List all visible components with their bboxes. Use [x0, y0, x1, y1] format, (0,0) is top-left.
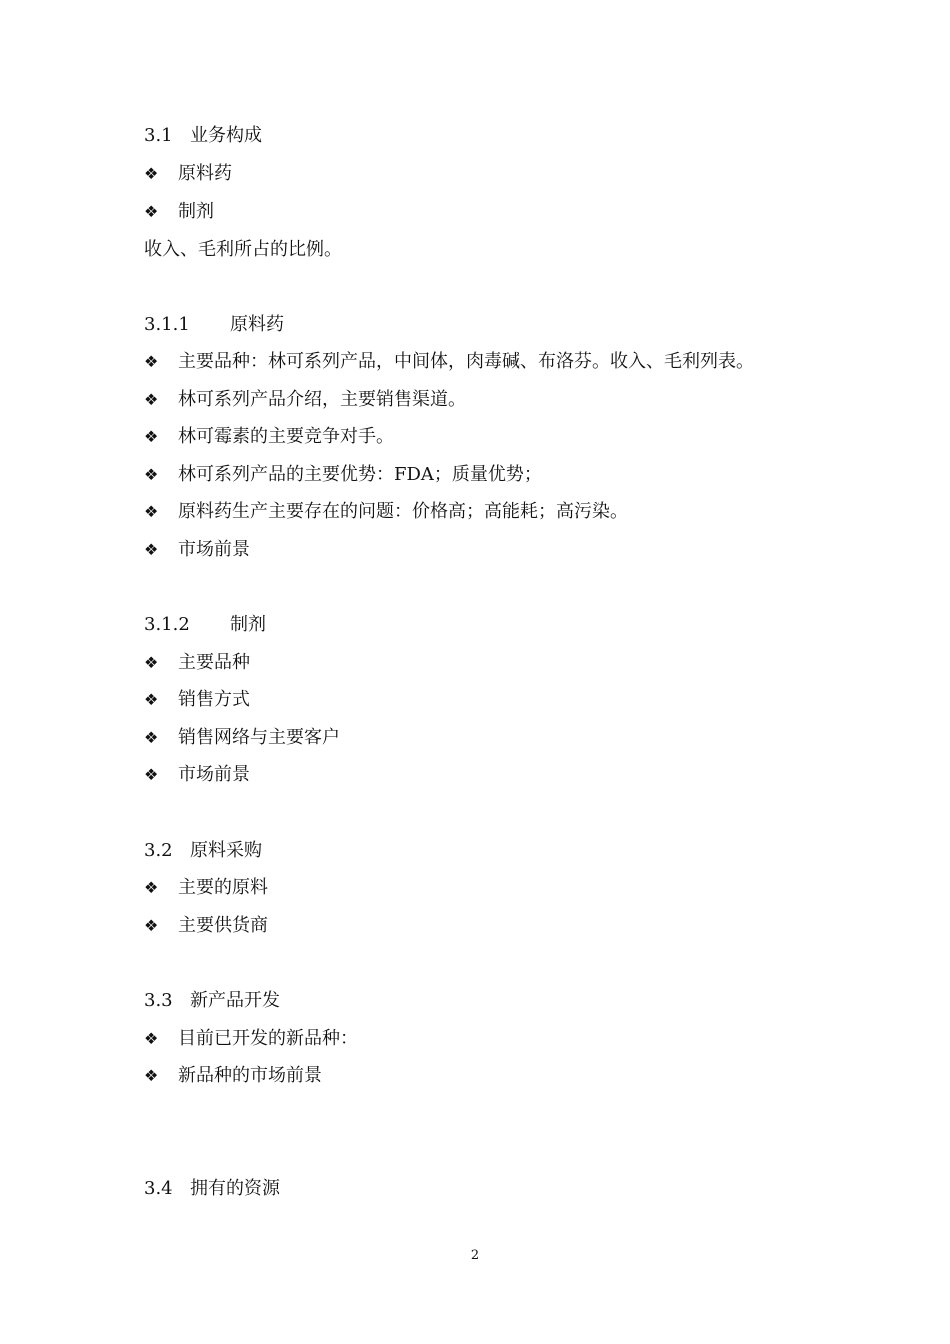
list-item: 主要品种	[178, 652, 250, 673]
paragraph: 收入、毛利所占的比例。	[144, 239, 342, 260]
section-title: 新产品开发	[190, 990, 280, 1011]
list-item: 原料药生产主要存在的问题：价格高；高能耗；高污染。	[178, 501, 628, 522]
section-title: 原料药	[230, 314, 284, 335]
list-item: 林可系列产品介绍，主要销售渠道。	[178, 389, 466, 410]
heading-3-3	[144, 989, 280, 1013]
section-number: 3.4	[144, 1178, 173, 1199]
heading-3-1	[144, 124, 262, 148]
bullet-icon: ❖	[144, 202, 159, 221]
section-title: 拥有的资源	[190, 1178, 280, 1199]
list-item: 原料药	[178, 163, 232, 184]
page-number: 2	[470, 1248, 480, 1263]
section-number: 3.2	[144, 840, 173, 861]
bullet-icon: ❖	[144, 878, 159, 897]
section-number: 3.1	[144, 125, 173, 146]
list-item: 主要的原料	[178, 877, 268, 898]
section-title: 原料采购	[190, 840, 262, 861]
list-item: 林可霉素的主要竞争对手。	[178, 426, 394, 447]
bullet-icon: ❖	[144, 465, 159, 484]
list-item: 新品种的市场前景	[178, 1065, 322, 1086]
bullet-icon: ❖	[144, 427, 159, 446]
bullet-icon: ❖	[144, 540, 159, 559]
list-item: 市场前景	[178, 539, 250, 560]
heading-3-1-2	[144, 613, 266, 637]
section-number: 3.1.1	[144, 314, 190, 335]
bullet-icon: ❖	[144, 765, 159, 784]
section-title: 业务构成	[190, 125, 262, 146]
bullet-icon: ❖	[144, 728, 159, 747]
heading-3-1-1	[144, 313, 284, 337]
heading-3-4	[144, 1177, 280, 1201]
list-item: 销售方式	[178, 689, 250, 710]
bullet-icon: ❖	[144, 1066, 159, 1085]
bullet-icon: ❖	[144, 690, 159, 709]
section-title: 制剂	[230, 614, 266, 635]
list-item: 销售网络与主要客户	[178, 727, 340, 748]
list-item: 市场前景	[178, 764, 250, 785]
bullet-icon: ❖	[144, 164, 159, 183]
section-number: 3.3	[144, 990, 173, 1011]
bullet-icon: ❖	[144, 653, 159, 672]
bullet-icon: ❖	[144, 352, 159, 371]
bullet-icon: ❖	[144, 1029, 159, 1048]
list-item: 主要品种：林可系列产品，中间体，肉毒碱、布洛芬。收入、毛利列表。	[178, 351, 754, 372]
bullet-icon: ❖	[144, 390, 159, 409]
section-number: 3.1.2	[144, 614, 190, 635]
list-item: 林可系列产品的主要优势：FDA；质量优势；	[178, 464, 542, 485]
bullet-icon: ❖	[144, 502, 159, 521]
list-item: 主要供货商	[178, 915, 268, 936]
list-item: 制剂	[178, 201, 214, 222]
bullet-icon: ❖	[144, 916, 159, 935]
list-item: 目前已开发的新品种：	[178, 1028, 358, 1049]
heading-3-2	[144, 839, 262, 863]
